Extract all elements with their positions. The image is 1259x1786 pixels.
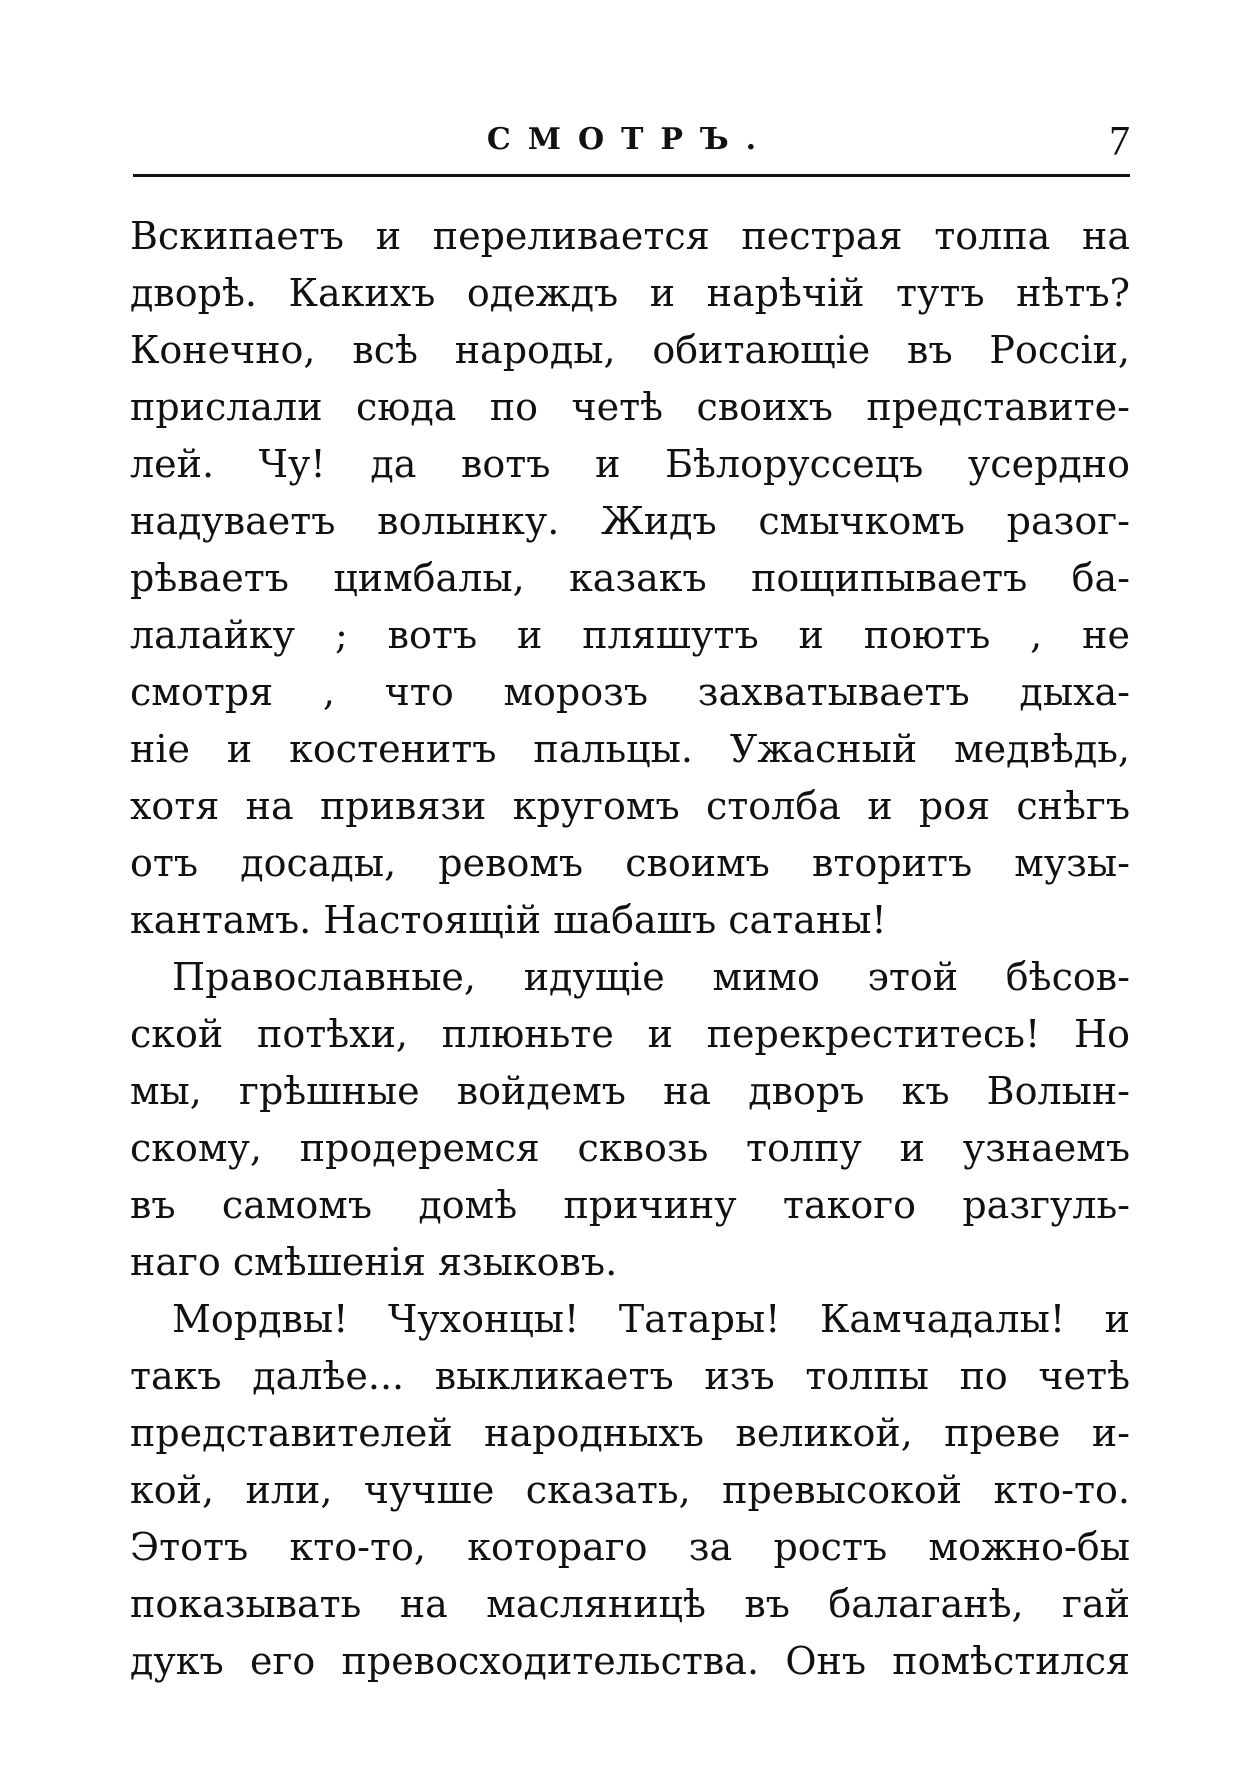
text-line: въ самомъ домѣ причину такого разгуль-: [130, 1183, 1130, 1227]
text-line: кантамъ. Настоящій шабашъ сатаны!: [130, 898, 887, 942]
text-line: такъ далѣе... выкликаетъ изъ толпы по четѣ: [130, 1354, 1130, 1398]
body-text: [130, 208, 1130, 1690]
text-line: представителей народныхъ великой, преве и-: [130, 1411, 1130, 1455]
text-line: отъ досады, ревомъ своимъ вторитъ музы-: [130, 841, 1130, 885]
text-line: показывать на масляницѣ въ балаганѣ, гай: [130, 1582, 1130, 1626]
text-line: скому, продеремся сквозь толпу и узнаемъ: [130, 1126, 1130, 1170]
text-line: Православные, идущіе мимо этой бѣсов-: [172, 955, 1130, 999]
running-head: [130, 118, 1130, 174]
text-line: лалайку ; вотъ и пляшутъ и поютъ , не: [130, 613, 1130, 657]
text-line: наго смѣшенія языковъ.: [130, 1240, 618, 1284]
text-line: дворѣ. Какихъ одеждъ и нарѣчій тутъ нѣтъ?: [130, 271, 1130, 315]
paragraph-3: [130, 1291, 1130, 1690]
text-line: мы, грѣшные войдемъ на дворъ къ Волын-: [130, 1069, 1130, 1113]
text-line: рѣваетъ цимбалы, казакъ пощипываетъ ба-: [130, 556, 1130, 600]
text-line: прислали сюда по четѣ своихъ представите-: [130, 385, 1130, 429]
header-rule: [133, 174, 1130, 177]
text-line: хотя на привязи кругомъ столба и роя снѣгъ: [130, 784, 1130, 828]
text-line: смотря , что морозъ захватываетъ дыха-: [130, 670, 1130, 714]
paragraph-1: [130, 208, 1130, 949]
paragraph-2: [130, 949, 1130, 1291]
text-line: ніе и костенитъ пальцы. Ужасный медвѣдь,: [130, 727, 1130, 771]
text-line: Вскипаетъ и переливается пестрая толпа на: [130, 214, 1130, 258]
running-title: СМОТРЪ.: [486, 122, 774, 157]
text-line: дукъ его превосходительства. Онъ помѣстился: [130, 1639, 1130, 1683]
text-line: кой, или, чучше сказать, превысокой кто-то.: [130, 1468, 1130, 1512]
text-line: надуваетъ волынку. Жидъ смычкомъ разог-: [130, 499, 1130, 543]
text-line: Мордвы! Чухонцы! Татары! Камчадалы! и: [172, 1297, 1130, 1341]
text-line: Конечно, всѣ народы, обитающіе въ Россіи,: [130, 328, 1130, 372]
text-line: ской потѣхи, плюньте и перекреститесь! Но: [130, 1012, 1130, 1056]
text-line: Этотъ кто-то, котораго за ростъ можно-бы: [130, 1525, 1130, 1569]
page-number: 7: [1109, 119, 1130, 165]
text-line: лей. Чу! да вотъ и Бѣлоруссецъ усердно: [130, 442, 1130, 486]
